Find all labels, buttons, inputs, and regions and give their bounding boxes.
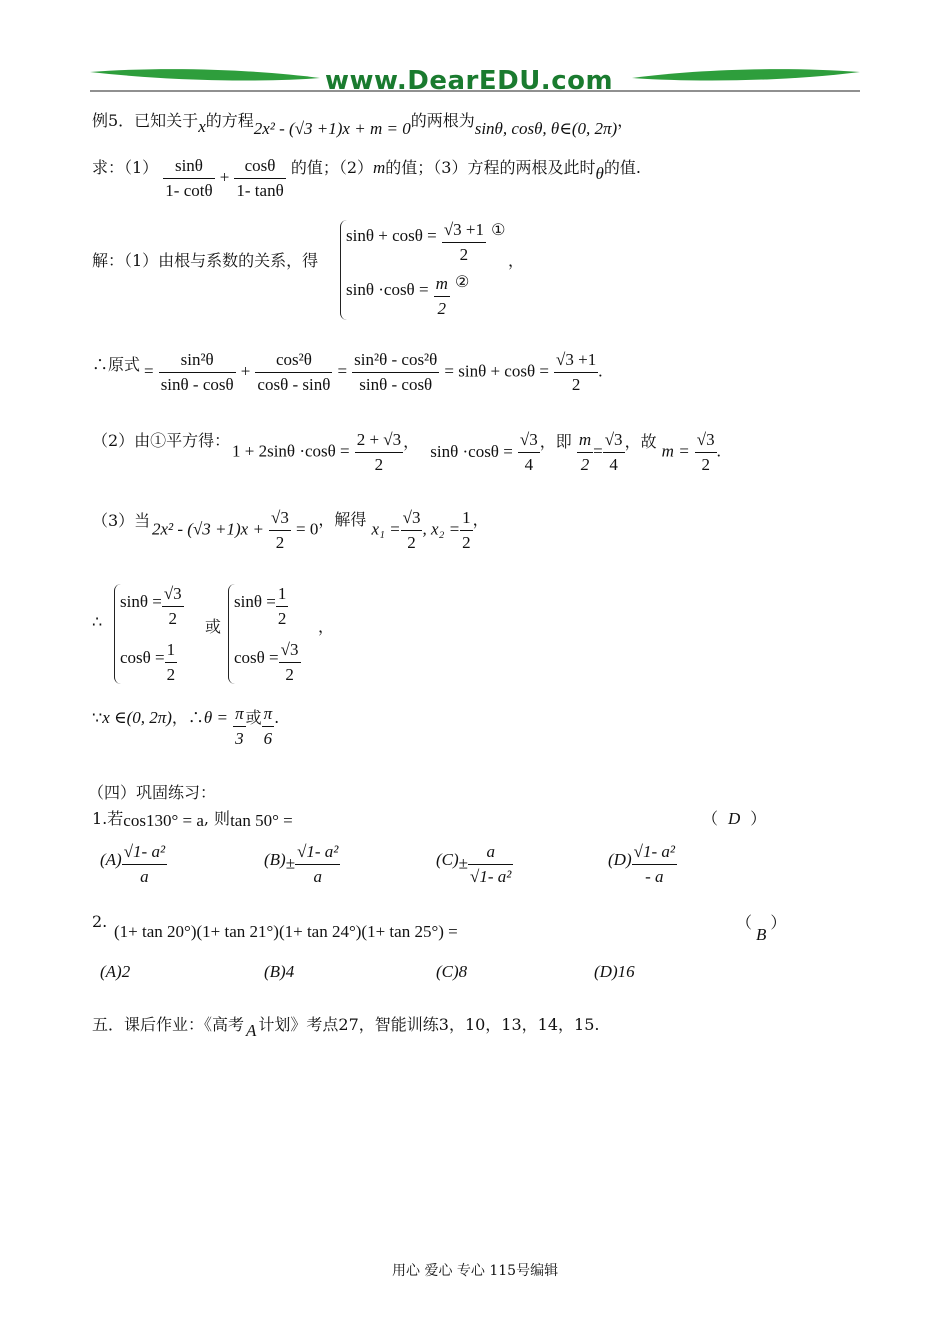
q1-answer: （ D ） [702,809,767,828]
quadratic-equation: 2x² - (√3 +1)x + m = 0 [253,119,411,138]
q1-option-c[interactable]: (C)± $\frac{a}{\text{√1- a²}}$ [436,842,512,886]
q2-tail: 的值；（3）方程的两根及此时 [385,157,596,177]
comma: ， [508,251,525,270]
page-footer: 用心 爱心 专心 115号编辑 [392,1263,559,1279]
ex5-of-eq: 的方程 [205,111,254,130]
practice-q1: 1.若cos130° = a, 则tan 50° = [92,809,293,830]
q2-option-a[interactable]: (A)2 [100,962,131,981]
therefore-sign: ∴ [92,612,103,631]
var-m: m [373,157,386,177]
practice-heading: （四）巩固练习： [88,783,217,802]
original-expr-label: ∴原式 [92,355,141,374]
q2-answer: （B） [736,913,787,944]
ex5-roots-are: 的两根为 [410,111,475,130]
system-eq1: sinθ + cosθ = $\frac{√3 +1}{2}$ ① [346,219,506,264]
q1-option-d[interactable]: (D) $\frac{\text{√1- a²}}{- a}$ [608,842,675,886]
original-expression: = $\frac{\text{sin²θ}}{\sin\theta - \cos\theta}$ + $\frac{\text{cos²θ}}{\cos\theta - \sin\theta}$ = $\frac{\text{sin²θ - cos²θ}}{\sin\theta - \cos\theta}$ = sinθ + cosθ = $\frac{√3 +1}{2}$ . [144,350,603,394]
plus: + [219,167,230,187]
q1-fraction-2: $\frac{\cos\theta}{1- \tan\theta}$ [236,156,284,200]
ask-label: 求：（1） [92,157,159,177]
or-word: 或 [205,617,222,636]
q1-fraction-1: $\frac{\sin\theta}{1- \cot\theta}$ [165,156,213,200]
var-theta: θ [595,163,604,183]
case1-cos: cosθ = $\frac{1}{2}$ [120,640,176,684]
comma: ， [318,617,335,636]
q2-option-d[interactable]: (D)16 [594,962,635,981]
q2-expression: (1+ tan 20°)(1+ tan 21°)(1+ tan 24°)(1+ tan 25°) = [114,922,458,941]
q2-option-c[interactable]: (C)8 [436,962,468,981]
case2-sin: sinθ = $\frac{1}{2}$ [234,584,287,628]
circle-1: ① [491,219,506,239]
part3-equation: 2x² - (√3 +1)x + $\frac{√3}{2}$ = 0，解得 x₁ = $\frac{√3}{2}$ , x₂ = $\frac{1}{2}$ ， [152,508,489,552]
roots-expression: sinθ, cosθ, θ∈(0, 2π) [474,119,618,138]
q1-tail: 的值；（2） [290,157,373,177]
case1-sin: sinθ = $\frac{√3}{2}$ [120,584,182,628]
comma: ， [617,111,634,130]
example5-questions [92,156,641,200]
q2-number: 2. [92,912,108,931]
q2-option-b[interactable]: (B)4 [264,962,295,981]
q1-option-a[interactable]: (A) $\frac{\text{√1- a²}}{a}$ [100,842,166,886]
ex5-intro: 例5．已知关于 [92,111,199,130]
q3-tail: 的值. [603,157,641,177]
part2-derivation: 1 + 2sinθ ·cosθ = $\frac{2 + √3}{2}$ ， sinθ ·cosθ = $\frac{√3}{4}$ ，即 $\frac{m}{2}$ = $\frac{√3}{4}$ ，故 m = $\frac{√3}{2}$ . [232,430,721,474]
circle-2: ② [455,271,470,291]
var-x: x [198,117,206,136]
because-line: ∵x ∈(0, 2π)，∴θ = $\frac{\pi}{3}$ 或 $\frac{\pi}{6}$ . [92,704,280,748]
case2-cos: cosθ = $\frac{√3}{2}$ [234,640,299,684]
example5-statement [92,108,634,138]
part3-label: （3）当 [92,511,151,530]
solution-label: 解：（1）由根与系数的关系，得 [92,251,319,270]
site-logo[interactable]: www.DearEDU.com [325,66,614,96]
q1-option-b[interactable]: (B)± $\frac{\text{√1- a²}}{a}$ [264,842,339,886]
homework-line: 五．课后作业：《高考 A 计划》考点27，智能训练3，10，13，14，15. [92,1015,600,1040]
part2-label: （2）由①平方得： [92,431,231,450]
system-eq2: sinθ ·cosθ = $\frac{m}{2}$ ② [346,271,470,318]
